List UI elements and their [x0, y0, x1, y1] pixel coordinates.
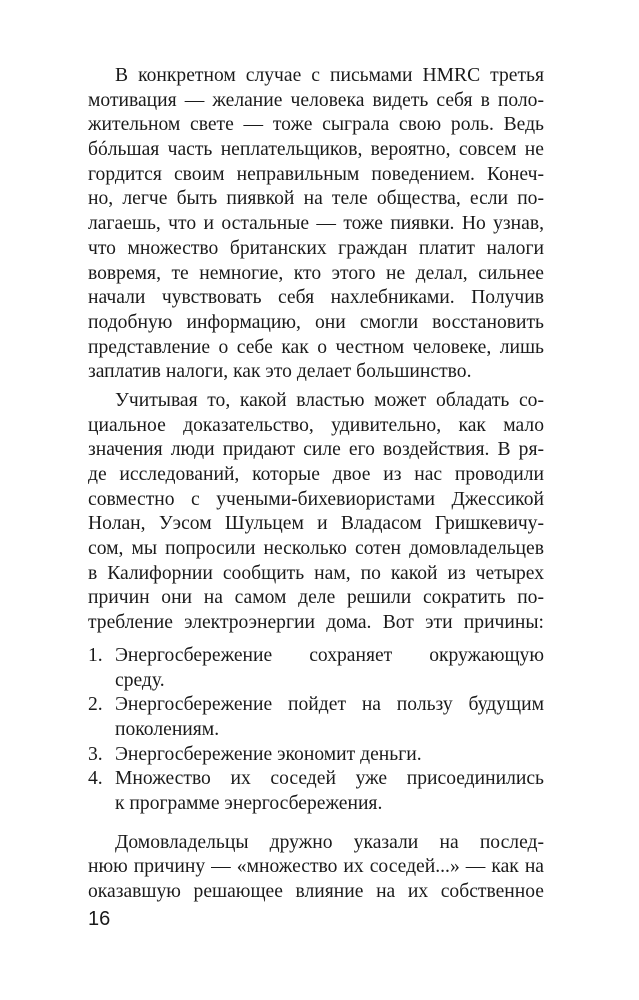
list-text-line: Энергосбережение экономит деньги.	[115, 743, 422, 765]
text-line: жительном свете — тоже сыграла свою роль. Ведь	[88, 114, 544, 136]
text-line: заплатив налоги, как это делает большинство.	[88, 361, 472, 383]
list-text-line: поколениям.	[115, 718, 220, 740]
text-line: требление электроэнергии дома. Вот эти причины:	[88, 612, 544, 634]
page-number: 16	[88, 908, 111, 930]
text-line: Домовладельцы дружно указали на послед-	[115, 831, 544, 853]
text-line: де исследований, которые двое из нас проводили	[88, 464, 544, 485]
list-item	[88, 644, 544, 693]
text-line: значения люди придают силе его воздействия. В ря-	[88, 439, 544, 461]
text-line: что множество британских граждан платит налоги	[88, 237, 544, 259]
paragraph	[88, 64, 544, 385]
list-number: 1.	[88, 644, 103, 666]
list-text-line: среду.	[115, 669, 165, 691]
text-line: причин они на самом деле решили сократить по-	[88, 587, 544, 609]
list-text-line: к программе энергосбережения.	[115, 792, 383, 814]
text-line: оказавшую решающее влияние на их собственное	[88, 881, 544, 902]
list-text-line: Энергосбережение пойдет на пользу будущим	[115, 694, 544, 716]
text-line: представление о себе как о честном человеке, лишь	[88, 336, 544, 358]
list-number: 3.	[88, 743, 103, 765]
text-line: подобную информацию, они смогли восстановить	[88, 311, 544, 333]
text-line: В конкретном случае с письмами HMRC третья	[115, 65, 544, 86]
list-item	[88, 693, 544, 742]
text-line: в Калифорнии сообщить нам, по какой из четырех	[88, 562, 544, 584]
text-line: мотивация — желание человека видеть себя в поло-	[88, 89, 544, 111]
numbered-list	[88, 644, 544, 817]
list-item	[88, 743, 544, 768]
text-line: лагаешь, что и остальные — тоже пиявки. Но узнав,	[88, 213, 544, 235]
text-line: нюю причину — «множество их соседей...» — как на	[88, 856, 544, 878]
list-text-line: Энергосбережение сохраняет окружающую	[115, 644, 544, 666]
text-line: Нолан, Уэсом Шульцем и Владасом Гришкевичу-	[88, 513, 544, 535]
list-text-line: Множество их соседей уже присоединились	[115, 768, 544, 790]
text-line: вовремя, те немногие, кто этого не делал, сильнее	[88, 262, 544, 284]
page-body	[88, 64, 544, 905]
text-line: но, легче быть пиявкой на теле общества, если по-	[88, 188, 544, 210]
text-line: Учитывая то, какой властью может обладать со-	[115, 389, 544, 411]
text-line: начали чувствовать себя нахлебниками. Получив	[88, 287, 544, 309]
text-line: сом, мы попросили несколько сотен домовладельцев	[88, 538, 544, 560]
paragraph	[88, 389, 544, 636]
text-line: совместно с учеными-бихевиористами Джессикой	[88, 488, 544, 510]
list-number: 4.	[88, 768, 103, 790]
paragraph	[88, 831, 544, 905]
list-number: 2.	[88, 694, 103, 716]
list-item	[88, 767, 544, 816]
text-line: бóльшая часть неплательщиков, вероятно, совсем не	[88, 139, 544, 161]
text-line: циальное доказательство, удивительно, как мало	[88, 414, 544, 436]
text-line: гордится своим неправильным поведением. Конеч-	[88, 163, 544, 185]
